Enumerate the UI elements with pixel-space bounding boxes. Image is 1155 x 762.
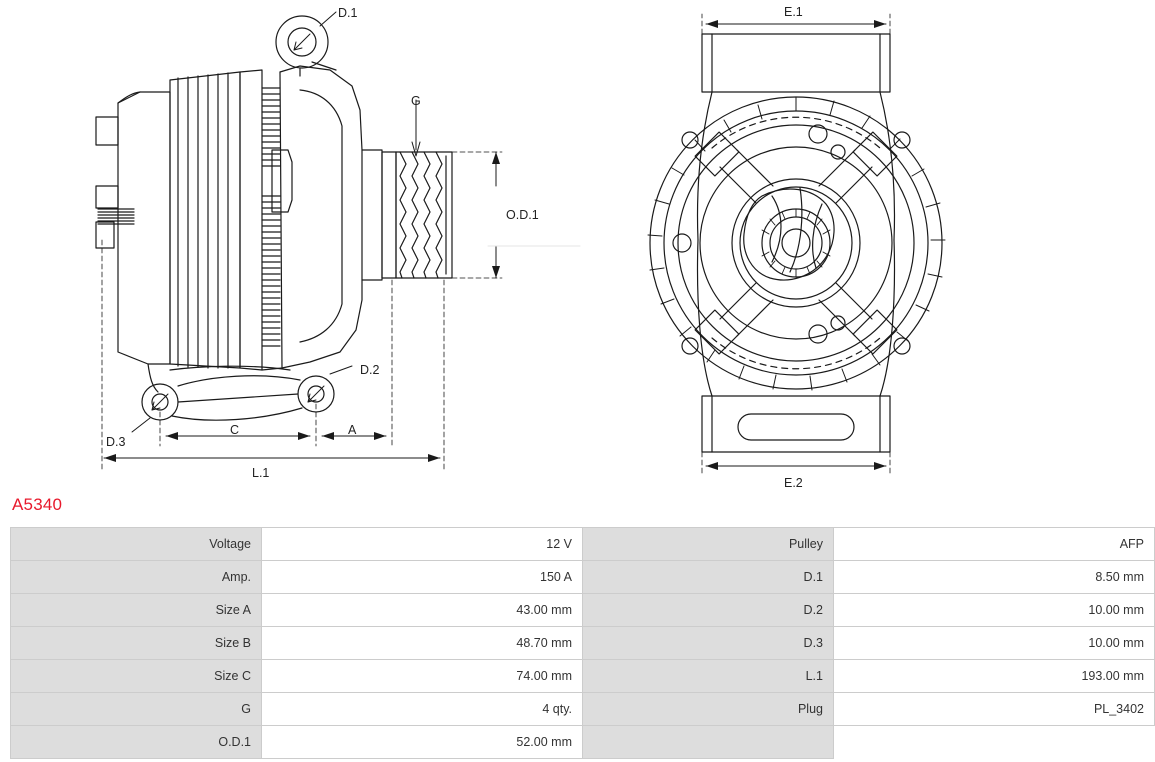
spec-value-voltage: 12 V — [262, 528, 583, 561]
spec-value-size-b: 48.70 mm — [262, 627, 583, 660]
spec-table-body — [11, 528, 1155, 759]
spec-value-size-a: 43.00 mm — [262, 594, 583, 627]
spec-label-voltage: Voltage — [11, 528, 262, 561]
spec-label-amp: Amp. — [11, 561, 262, 594]
spec-label-size-b: Size B — [11, 627, 262, 660]
table-row — [11, 528, 1155, 561]
spec-value-d3: 10.00 mm — [834, 627, 1155, 660]
spec-value-plug: PL_3402 — [834, 693, 1155, 726]
table-row — [11, 660, 1155, 693]
spec-value-empty — [834, 726, 1155, 759]
spec-value-size-c: 74.00 mm — [262, 660, 583, 693]
label-d3: D.3 — [106, 435, 126, 449]
spec-value-g: 4 qty. — [262, 693, 583, 726]
label-od1: O.D.1 — [506, 208, 539, 222]
spec-label-d1: D.1 — [583, 561, 834, 594]
spec-label-size-a: Size A — [11, 594, 262, 627]
part-code: A5340 — [12, 495, 63, 514]
spec-value-pulley: AFP — [834, 528, 1155, 561]
label-c: C — [230, 423, 240, 437]
spec-value-d2: 10.00 mm — [834, 594, 1155, 627]
label-l1: L.1 — [252, 466, 270, 480]
spec-label-d3: D.3 — [583, 627, 834, 660]
label-e1: E.1 — [784, 5, 803, 19]
table-row — [11, 594, 1155, 627]
spec-label-g: G — [11, 693, 262, 726]
spec-value-amp: 150 A — [262, 561, 583, 594]
label-a: A — [348, 423, 357, 437]
table-row — [11, 561, 1155, 594]
spec-label-plug: Plug — [583, 693, 834, 726]
spec-label-od1: O.D.1 — [11, 726, 262, 759]
spec-label-d2: D.2 — [583, 594, 834, 627]
label-g: G — [411, 94, 421, 108]
spec-label-empty — [583, 726, 834, 759]
table-row — [11, 693, 1155, 726]
table-row — [11, 726, 1155, 759]
table-row — [11, 627, 1155, 660]
label-d1: D.1 — [338, 6, 358, 20]
spec-label-size-c: Size C — [11, 660, 262, 693]
label-d2: D.2 — [360, 363, 380, 377]
label-e2: E.2 — [784, 476, 803, 490]
specifications-table — [10, 527, 1155, 759]
spec-label-pulley: Pulley — [583, 528, 834, 561]
spec-label-l1: L.1 — [583, 660, 834, 693]
spec-value-d1: 8.50 mm — [834, 561, 1155, 594]
spec-value-od1: 52.00 mm — [262, 726, 583, 759]
spec-value-l1: 193.00 mm — [834, 660, 1155, 693]
